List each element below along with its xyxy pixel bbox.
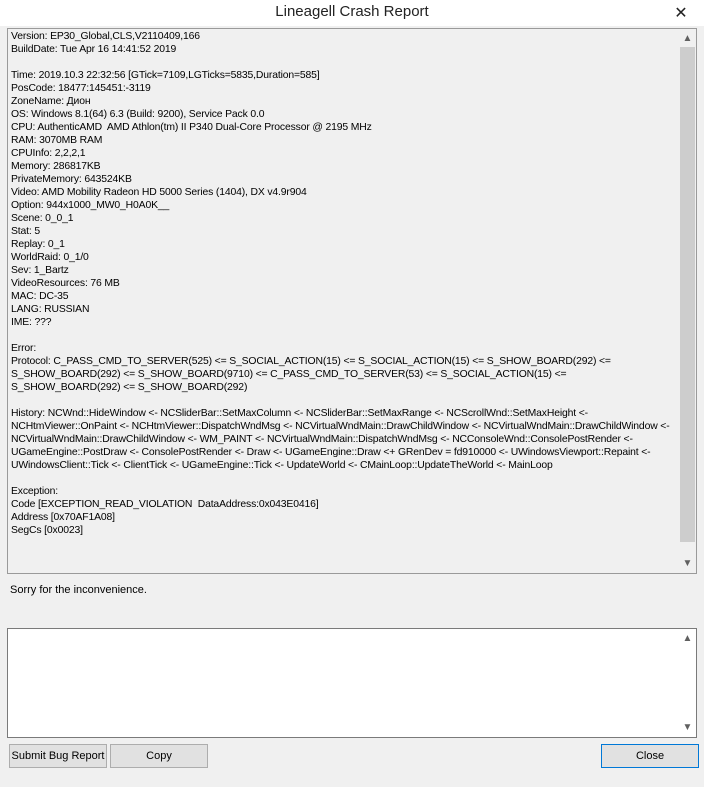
submit-bug-report-button[interactable]: Submit Bug Report — [9, 744, 107, 768]
crash-report-box[interactable] — [7, 28, 697, 574]
comment-scroll-up-icon[interactable]: ▲ — [682, 633, 693, 644]
close-window-icon[interactable]: ✕ — [674, 5, 688, 22]
copy-button[interactable]: Copy — [110, 744, 208, 768]
scroll-up-icon[interactable]: ▲ — [682, 33, 693, 44]
apology-message: Sorry for the inconvenience. — [10, 584, 147, 596]
comment-input[interactable] — [7, 628, 697, 738]
crash-report-text: Version: EP30_Global,CLS,V2110409,166 BuildDate: Tue Apr 16 14:41:52 2019 Time: 2019.10.3 22:32:56 [GTick=7109,LGTicks=5835,Duration=585] PosCode: 18477:145451:-3119 ZoneName: Дион OS: Windows 8.1(64) 6.3 (Build: 9200), Service Pack 0.0 CPU: AuthenticAMD AMD Athlon(tm) II P340 Dual-Core Processor @ 2195 MHz RAM: 3070MB RAM CPUInfo: 2,2,2,1 Memory: 286817KB PrivateMemory: 643524KB Video: AMD Mobility Radeon HD 5000 Series (1404), DX v4.9r904 Option: 944x1000_MW0_H0A0K__ Scene: 0_0_1 Stat: 5 Replay: 0_1 WorldRaid: 0_1/0 Sev: 1_Bartz VideoResources: 76 MB MAC: DC-35 LANG: RUSSIAN IME: ??? Error: Protocol: C_PASS_CMD_TO_SERVER(525) <= S_SOCIAL_ACTION(15) <= S_SOCIAL_ACTION(15) <= S_SHOW_BOARD(292) <= S_SHOW_BOARD(292) <= S_SHOW_BOARD(9710) <= C_PASS_CMD_TO_SERVER(53) <= S_SOCIAL_ACTION(15) <= S_SHOW_BOARD(292) <= S_SHOW_BOARD(292) History: NCWnd::HideWindow <- NCSliderBar::SetMaxColumn <- NCSliderBar::SetMaxRange <- NCScrollWnd::SetMaxHeight <- NCHtmViewer::OnPaint <- NCHtmViewer::DispatchWndMsg <- NCVirtualWndMain::DrawChildWindow <- NCVirtualWndMain::DrawChildWindow <- NCVirtualWndMain::DrawChildWindow <- WM_PAINT <- NCVirtualWndMain::DispatchWndMsg <- NCConsoleWnd::ConsolePostRender <- UGameEngine::PostDraw <- ConsolePostRender <- Draw <- UGameEngine::Draw <+ GRenDev = fd910000 <- UWindowsViewport::Repaint <- UWindowsClient::Tick <- ClientTick <- UGameEngine::Tick <- UpdateWorld <- CMainLoop::UpdateTheWorld <- MainLoop Exception: Code [EXCEPTION_READ_VIOLATION DataAddress:0x043E0416] Address [0x70AF1A08] SegCs [0x0023] — [11, 31, 670, 536]
window-title: Lineagell Crash Report — [275, 3, 429, 20]
report-scroll-thumb[interactable] — [680, 47, 695, 542]
comment-scrollbar[interactable] — [679, 629, 696, 737]
comment-scroll-down-icon[interactable]: ▼ — [682, 722, 693, 733]
title-bar — [0, 0, 704, 26]
scroll-down-icon[interactable]: ▼ — [682, 558, 693, 569]
report-scrollbar[interactable] — [679, 29, 696, 573]
close-button[interactable]: Close — [601, 744, 699, 768]
